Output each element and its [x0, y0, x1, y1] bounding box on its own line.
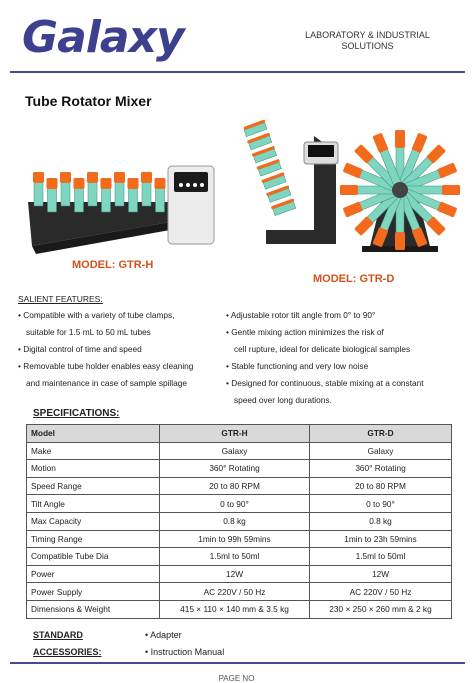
- specifications-heading: SPECIFICATIONS:: [33, 408, 120, 419]
- page-title: Tube Rotator Mixer: [25, 93, 152, 109]
- table-cell: Make: [27, 442, 160, 460]
- table-cell: Galaxy: [160, 442, 310, 460]
- model-code: GTR-H: [118, 259, 154, 271]
- table-cell: Speed Range: [27, 477, 160, 495]
- table-cell: AC 220V / 50 Hz: [160, 583, 310, 601]
- table-cell: 415 × 110 × 140 mm & 3.5 kg: [160, 600, 310, 618]
- table-cell: Compatible Tube Dia: [27, 548, 160, 566]
- table-row: [27, 565, 452, 583]
- feature-line: cell rupture, ideal for delicate biological samples: [234, 344, 411, 354]
- accessory-item: • Adapter: [145, 630, 182, 640]
- table-cell: Dimensions & Weight: [27, 600, 160, 618]
- model-gtr-d-label: MODEL: GTR-D: [313, 273, 395, 285]
- table-cell: 20 to 80 RPM: [310, 477, 452, 495]
- table-cell: 0 to 90°: [160, 495, 310, 513]
- feature-line: • Removable tube holder enables easy cleaning: [18, 361, 194, 371]
- features-left-column: [18, 307, 193, 392]
- table-header-cell: Model: [27, 425, 160, 443]
- table-cell: 12W: [310, 565, 452, 583]
- table-cell: 20 to 80 RPM: [160, 477, 310, 495]
- table-row: [27, 530, 452, 548]
- table-cell: Galaxy: [310, 442, 452, 460]
- table-row: [27, 583, 452, 601]
- table-cell: Motion: [27, 460, 160, 478]
- table-cell: 360° Rotating: [310, 460, 452, 478]
- table-cell: 12W: [160, 565, 310, 583]
- feature-line: • Stable functioning and very low noise: [226, 361, 369, 371]
- standard-accessories-label: [33, 627, 102, 661]
- features-heading: SALIENT FEATURES:: [18, 294, 103, 304]
- tagline-line-1: LABORATORY & INDUSTRIAL: [305, 30, 430, 40]
- feature-line: • Designed for continuous, stable mixing at a constant: [226, 378, 424, 388]
- feature-line: suitable for 1.5 mL to 50 mL tubes: [26, 327, 151, 337]
- table-row: [27, 512, 452, 530]
- features-right-column: [226, 307, 424, 409]
- table-cell: 1min to 99h 59mins: [160, 530, 310, 548]
- gtr-d-product-image-side: [244, 112, 344, 252]
- table-cell: 0.8 kg: [160, 512, 310, 530]
- table-row: [27, 548, 452, 566]
- accessory-item: • Instruction Manual: [145, 647, 225, 657]
- table-cell: Timing Range: [27, 530, 160, 548]
- accessories-label-line: ACCESSORIES:: [33, 647, 102, 657]
- table-cell: Power: [27, 565, 160, 583]
- table-header-row: [27, 425, 452, 443]
- table-row: [27, 477, 452, 495]
- table-header-cell: GTR-H: [160, 425, 310, 443]
- gtr-d-product-image-front: [340, 118, 460, 258]
- model-gtr-h-label: [72, 259, 153, 271]
- accessories-label-line: STANDARD: [33, 630, 83, 640]
- table-row: [27, 495, 452, 513]
- accessories-list: [145, 627, 224, 661]
- table-row: [27, 442, 452, 460]
- tagline-line-2: SOLUTIONS: [341, 41, 394, 51]
- table-cell: 0.8 kg: [310, 512, 452, 530]
- feature-line: • Adjustable rotor tilt angle from 0° to 90°: [226, 310, 376, 320]
- table-cell: AC 220V / 50 Hz: [310, 583, 452, 601]
- feature-line: and maintenance in case of sample spillage: [26, 378, 187, 388]
- page-number: PAGE NO: [218, 674, 255, 683]
- table-cell: 1min to 23h 59mins: [310, 530, 452, 548]
- header-divider: [10, 71, 465, 73]
- table-cell: 0 to 90°: [310, 495, 452, 513]
- table-header-cell: GTR-D: [310, 425, 452, 443]
- model-prefix: MODEL:: [72, 259, 119, 271]
- galaxy-logo: Galaxy: [22, 12, 184, 63]
- feature-line: speed over long durations.: [234, 395, 332, 405]
- table-cell: Max Capacity: [27, 512, 160, 530]
- table-cell: 1.5ml to 50ml: [160, 548, 310, 566]
- table-cell: 360° Rotating: [160, 460, 310, 478]
- specifications-table: [26, 424, 452, 619]
- feature-line: • Digital control of time and speed: [18, 344, 142, 354]
- table-cell: Tilt Angle: [27, 495, 160, 513]
- footer-divider: [10, 662, 465, 664]
- company-tagline: [300, 30, 435, 52]
- feature-line: • Gentle mixing action minimizes the risk of: [226, 327, 384, 337]
- table-row: [27, 460, 452, 478]
- gtr-h-product-image: [20, 158, 220, 258]
- table-row: [27, 600, 452, 618]
- table-cell: 230 × 250 × 260 mm & 2 kg: [310, 600, 452, 618]
- feature-line: • Compatible with a variety of tube clamps,: [18, 310, 175, 320]
- table-cell: Power Supply: [27, 583, 160, 601]
- table-cell: 1.5ml to 50ml: [310, 548, 452, 566]
